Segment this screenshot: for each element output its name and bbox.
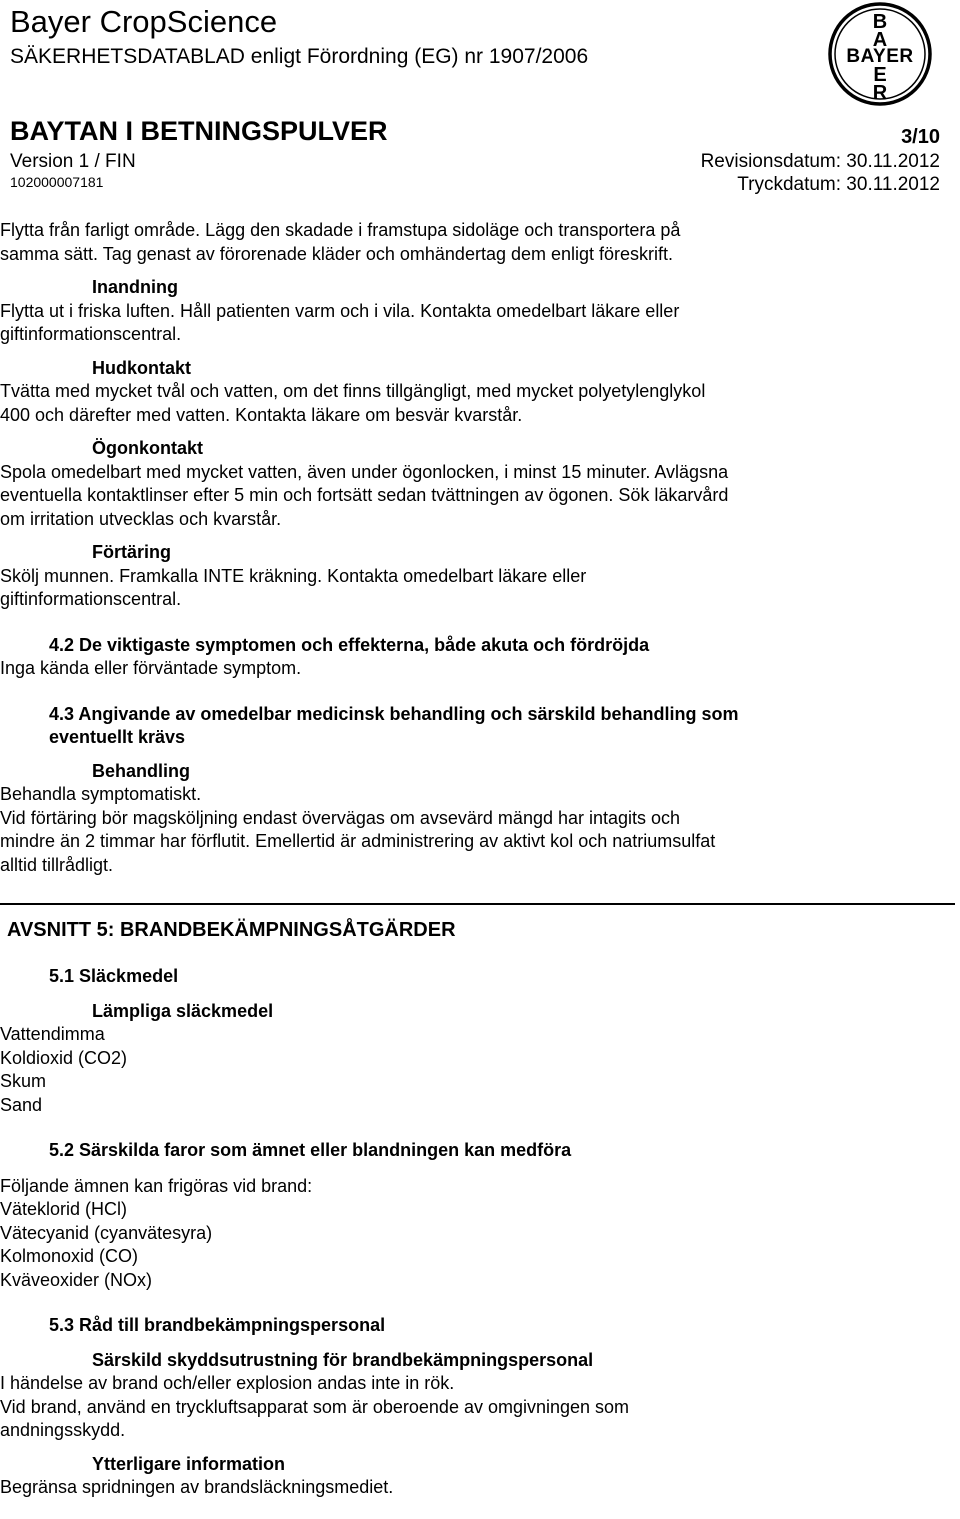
logo-letter-b: B — [872, 11, 888, 33]
material-number: 102000007181 — [10, 174, 104, 190]
text-line: giftinformationscentral. — [0, 324, 182, 344]
version-info: Version 1 / FIN — [10, 151, 136, 172]
treatment-heading: Behandling — [92, 760, 190, 781]
page-number: 3/10 — [901, 126, 940, 148]
skin-contact-text — [0, 380, 960, 427]
list-item: Följande ämnen kan frigöras vid brand: — [0, 1175, 313, 1196]
logo-letter-a: A — [872, 29, 888, 51]
print-date: Tryckdatum: 30.11.2012 — [737, 174, 940, 195]
heading-line: 4.3 Angivande av omedelbar medicinsk behandling och särskild behandling som — [49, 703, 739, 724]
ingestion-text — [0, 565, 960, 612]
text-line: Skölj munnen. Framkalla INTE kräkning. Kontakta omedelbart läkare eller — [0, 565, 587, 586]
list-item: Kväveoxider (NOx) — [0, 1269, 153, 1290]
logo-letter-r: R — [872, 82, 888, 104]
section-5-1-title: 5.1 Släckmedel — [49, 966, 179, 986]
bayer-cross-logo — [828, 2, 932, 106]
suitable-media-heading: Lämpliga släckmedel — [92, 1000, 274, 1021]
list-item: Koldioxid (CO2) — [0, 1047, 128, 1068]
protective-equipment-heading: Särskild skyddsutrustning för brandbekämpningspersonal — [92, 1349, 594, 1370]
section-4-3-title — [49, 703, 930, 750]
further-info-text: Begränsa spridningen av brandsläckningsmediet. — [0, 1477, 394, 1497]
text-line: alltid tillrådligt. — [0, 854, 114, 875]
product-name: BAYTAN I BETNINGSPULVER — [10, 116, 388, 146]
text-line: mindre än 2 timmar har förflutit. Emellertid är administrering av aktivt kol och natriumsulfat — [0, 831, 716, 851]
ingestion-heading: Förtäring — [92, 542, 171, 562]
logo-word-bayer: BAYER — [846, 46, 914, 67]
text-line: andningsskydd. — [0, 1420, 126, 1440]
text-line: Vid förtäring bör magsköljning endast övervägas om avsevärd mängd har intagits och — [0, 807, 681, 828]
text-line: eventuella kontaktlinser efter 5 min och fortsätt sedan tvättningen av ögonen. Sök läkarvård — [0, 485, 729, 505]
first-aid-intro — [0, 219, 960, 266]
section-4-2-text: Inga kända eller förväntade symptom. — [0, 658, 302, 678]
list-item: Väteklorid (HCl) — [0, 1199, 128, 1219]
text-line: Tvätta med mycket tvål och vatten, om det finns tillgängligt, med mycket polyetylenglykol — [0, 381, 706, 401]
inhalation-heading: Inandning — [92, 277, 178, 297]
document-type: SÄKERHETSDATABLAD enligt Förordning (EG) nr 1907/2006 — [10, 45, 589, 68]
text-line: Vid brand, använd en tryckluftsapparat som är oberoende av omgivningen som — [0, 1396, 630, 1417]
text-line: Behandla symptomatiskt. — [0, 784, 202, 804]
eye-contact-text — [0, 461, 960, 532]
text-line: 400 och därefter med vatten. Kontakta läkare om besvär kvarstår. — [0, 404, 523, 425]
further-info-heading: Ytterligare information — [92, 1453, 286, 1474]
inhalation-text — [0, 300, 960, 347]
document-body — [0, 219, 960, 1500]
list-item: Skum — [0, 1071, 47, 1091]
hazard-list — [0, 1175, 960, 1293]
company-name: Bayer CropScience — [10, 4, 278, 39]
logo-letter-e: E — [873, 64, 887, 86]
section-5-3-title: 5.3 Råd till brandbekämpningspersonal — [49, 1315, 386, 1335]
treatment-text — [0, 783, 960, 877]
eye-contact-heading: Ögonkontakt — [92, 438, 203, 458]
heading-line: eventuellt krävs — [49, 727, 186, 747]
text-line: I händelse av brand och/eller explosion andas inte in rök. — [0, 1373, 455, 1393]
list-item: Kolmonoxid (CO) — [0, 1246, 139, 1266]
text-line: om irritation utvecklas och kvarstår. — [0, 508, 282, 529]
section-4-2-title: 4.2 De viktigaste symptomen och effekterna, både akuta och fördröjda — [49, 634, 650, 655]
protective-equipment-text — [0, 1372, 960, 1443]
text-line: giftinformationscentral. — [0, 589, 182, 609]
text-line: Spola omedelbart med mycket vatten, även under ögonlocken, i minst 15 minuter. Avlägsna — [0, 461, 729, 482]
section-5-2-title: 5.2 Särskilda faror som ämnet eller blandningen kan medföra — [49, 1140, 572, 1160]
suitable-media-list — [0, 1023, 960, 1117]
text-line: Flytta ut i friska luften. Håll patienten varm och i vila. Kontakta omedelbart läkare eller — [0, 300, 680, 321]
list-item: Vätecyanid (cyanvätesyra) — [0, 1222, 213, 1243]
revision-date: Revisionsdatum: 30.11.2012 — [700, 151, 940, 172]
text-line: samma sätt. Tag genast av förorenade kläder och omhändertag dem enligt föreskrift. — [0, 243, 674, 264]
text-line: Flytta från farligt område. Lägg den skadade i framstupa sidoläge och transportera på — [0, 220, 681, 240]
section-5-title: AVSNITT 5: BRANDBEKÄMPNINGSÅTGÄRDER — [7, 919, 456, 941]
skin-contact-heading: Hudkontakt — [92, 357, 191, 378]
list-item: Sand — [0, 1094, 43, 1115]
list-item: Vattendimma — [0, 1024, 105, 1044]
